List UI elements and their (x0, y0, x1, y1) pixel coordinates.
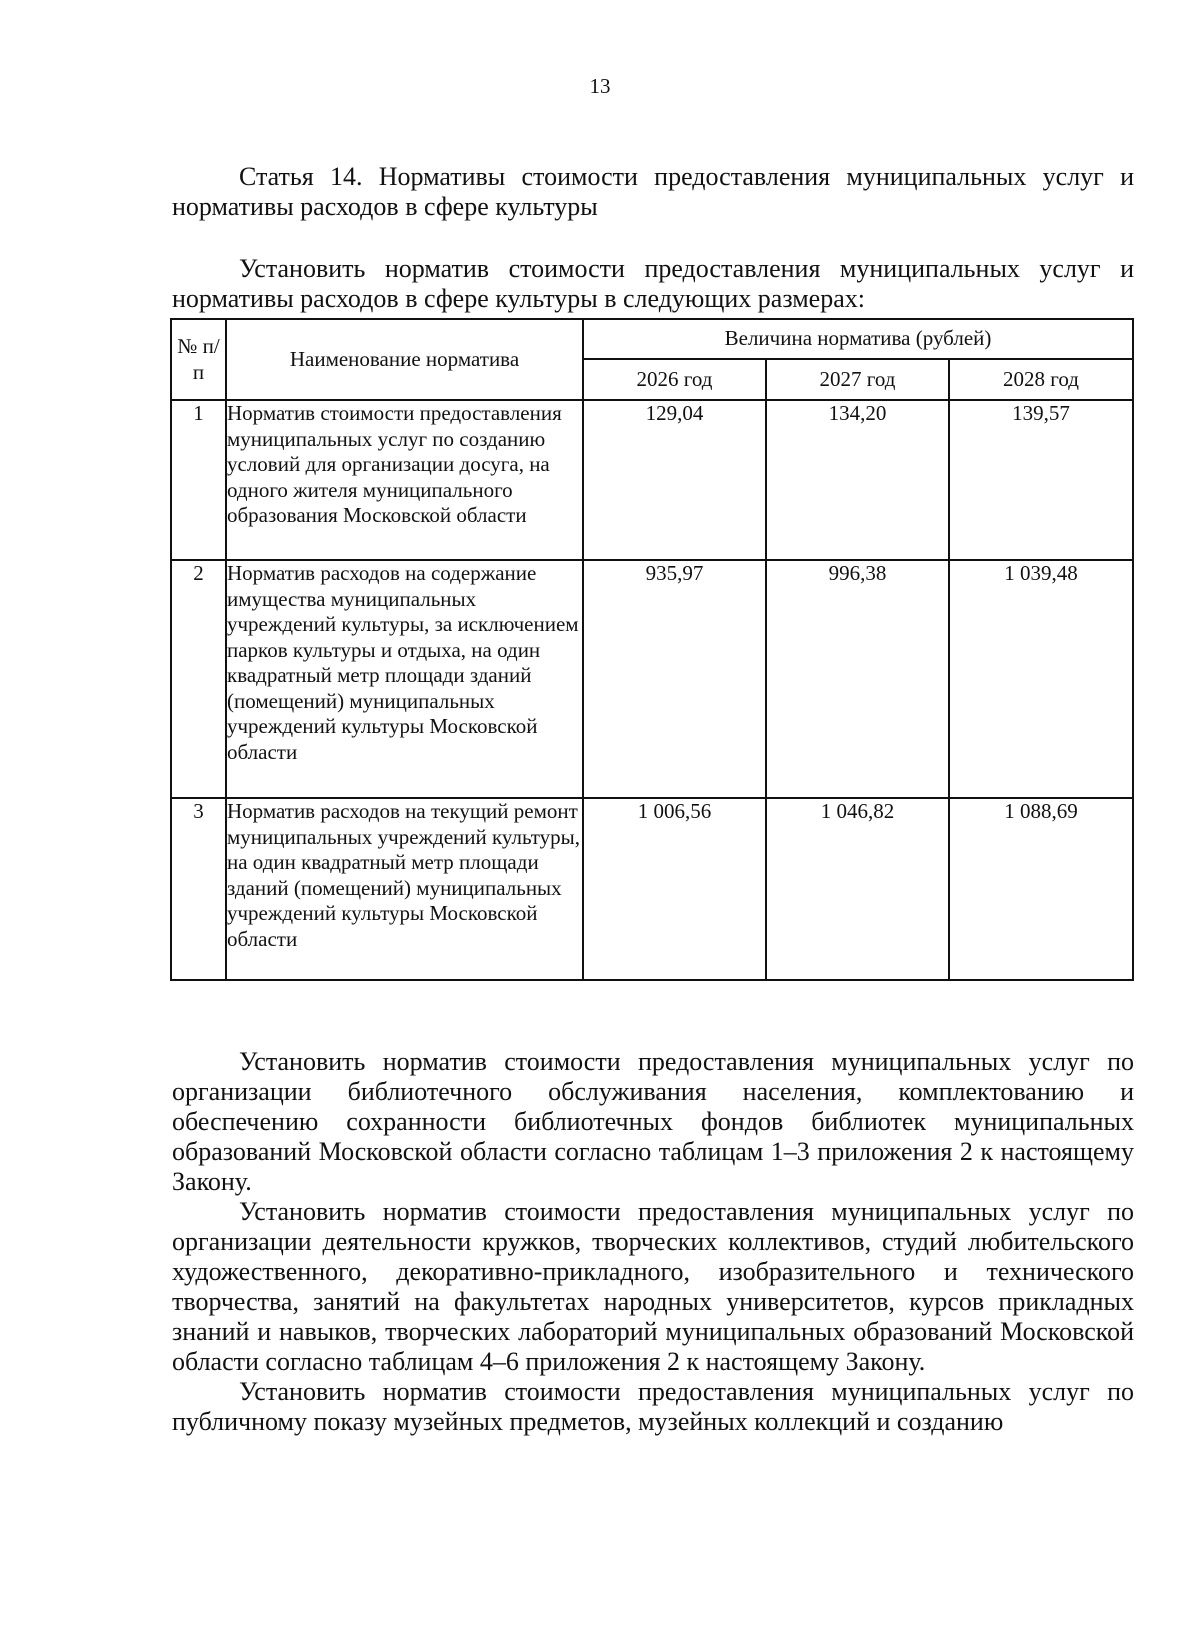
table-row (171, 560, 1133, 798)
row-name: Норматив стоимости предоставления муниципальных услуг по созданию условий для организации досуга, на одного жителя муниципального образования Московской области (226, 400, 583, 560)
header-number: № п/п (171, 319, 226, 400)
row-value-2027: 996,38 (766, 560, 949, 798)
header-year-2026: 2026 год (583, 359, 766, 400)
row-value-2026: 129,04 (583, 400, 766, 560)
body-paragraphs (172, 1047, 1134, 1437)
header-year-2027: 2027 год (766, 359, 949, 400)
row-value-2028: 139,57 (949, 400, 1133, 560)
article-heading: Статья 14. Нормативы стоимости предоставления муниципальных услуг и нормативы расходов в сфере культуры (172, 162, 1134, 221)
row-number: 1 (171, 400, 226, 560)
table-row (171, 400, 1133, 560)
article-intro: Установить норматив стоимости предоставления муниципальных услуг и нормативы расходов в сфере культуры в следующих размерах: (172, 254, 1134, 313)
row-name: Норматив расходов на текущий ремонт муниципальных учреждений культуры, на один квадратный метр площади зданий (помещений) муниципальных учреждений культуры Московской области (226, 798, 583, 980)
header-value-group: Величина норматива (рублей) (583, 319, 1133, 359)
table-header-row (171, 319, 1133, 359)
row-value-2027: 134,20 (766, 400, 949, 560)
header-year-2028: 2028 год (949, 359, 1133, 400)
row-value-2028: 1 039,48 (949, 560, 1133, 798)
row-value-2028: 1 088,69 (949, 798, 1133, 980)
paragraph-museum-exhibits: Установить норматив стоимости предоставления муниципальных услуг по публичному показу музейных предметов, музейных коллекций и созданию (172, 1377, 1134, 1436)
page-number: 13 (589, 74, 611, 98)
row-value-2026: 1 006,56 (583, 798, 766, 980)
row-value-2026: 935,97 (583, 560, 766, 798)
row-number: 3 (171, 798, 226, 980)
header-name: Наименование норматива (226, 319, 583, 400)
row-value-2027: 1 046,82 (766, 798, 949, 980)
row-name: Норматив расходов на содержание имущества муниципальных учреждений культуры, за исключением парков культуры и отдыха, на один квадратный метр площади зданий (помещений) муниципальных учреждений культуры Московской области (226, 560, 583, 798)
paragraph-library-services: Установить норматив стоимости предоставления муниципальных услуг по организации библиотечного обслуживания населения, комплектованию и обеспечению сохранности библиотечных фондов библиотек муниципальных образований Московской области согласно таблицам 1–3 приложения 2 к настоящему Закону. (172, 1047, 1134, 1196)
norms-table (170, 318, 1134, 981)
table-row (171, 798, 1133, 980)
paragraph-clubs-studios: Установить норматив стоимости предоставления муниципальных услуг по организации деятельности кружков, творческих коллективов, студий любительского художественного, декоративно-прикладного, изобразительного и технического творчества, занятий на факультетах народных университетов, курсов прикладных знаний и навыков, творческих лабораторий муниципальных образований Московской области согласно таблицам 4–6 приложения 2 к настоящему Закону. (172, 1197, 1134, 1376)
row-number: 2 (171, 560, 226, 798)
